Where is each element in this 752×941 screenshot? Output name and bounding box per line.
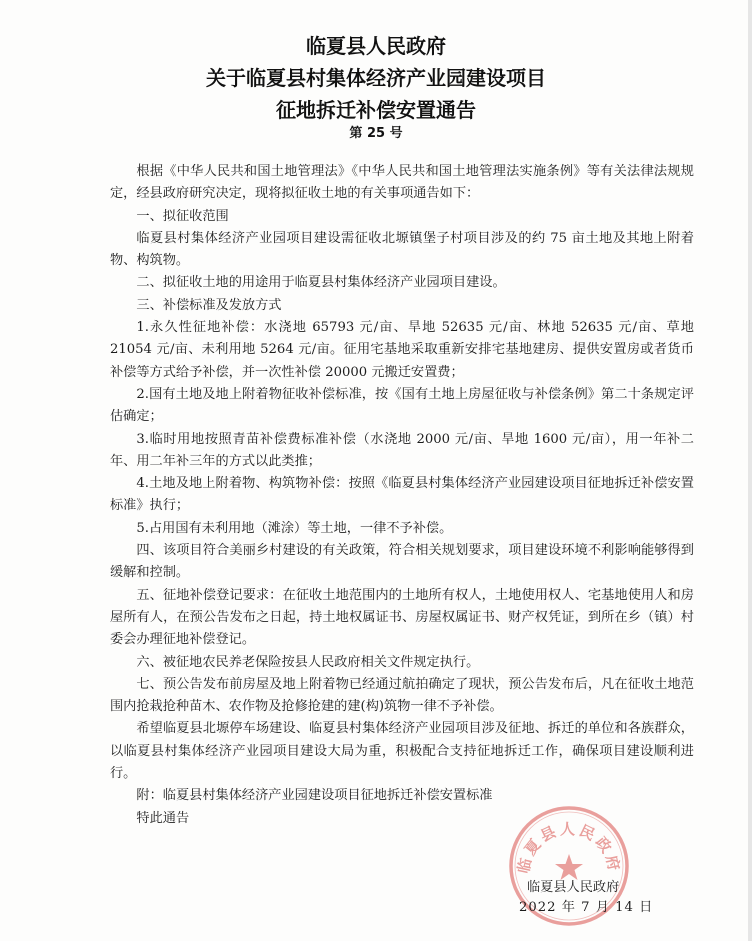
signature-org: 临夏县人民政府 [527,880,620,895]
paragraph-item-3: 3.临时用地按照青苗补偿费标准补偿（水浇地 2000 元/亩、旱地 1600 元/亩），用一年补二年、用二年补三年的方式以此类推； [110,431,694,469]
paragraph-closing: 特此通告 [136,810,190,826]
section-heading-1: 一、拟征收范围 [136,208,229,224]
paragraph-item-4: 4.土地及地上附着物、构筑物补偿：按照《临夏县村集体经济产业园建设项目征地拆迁补偿安置标准》执行； [110,476,694,514]
section-4: 四、该项目符合美丽乡村建设的有关政策，符合相关规划要求，项目建设环境不利影响能够得到缓解和控制。 [110,543,694,581]
signature-date: 2022 年 7 月 14 日 [519,900,654,915]
section-7: 七、预公告发布前房屋及地上附着物已经通过航拍确定了现状，预公告发布后，凡在征收土地范围内抢栽抢种苗木、农作物及抢修抢建的建(构)筑物一律不予补偿。 [110,676,694,715]
section-5: 五、征地补偿登记要求：在征收土地范围内的土地所有权人，土地使用权人、宅基地使用人和房屋所有人，在预公告发布之日起，持土地权属证书、房屋权属证书、财产权凭证，到所在乡（镇）村委会办理征地补偿登记。 [110,587,694,648]
notice-title-line-1: 关于临夏县村集体经济产业园建设项目 [206,66,546,90]
notice-body [110,161,694,830]
paragraph-item-2: 2.国有土地及地上附着物征收补偿标准，按《国有土地上房屋征收与补偿条例》第二十条规定评估确定； [110,386,694,425]
section-heading-2: 二、拟征收土地的用途用于临夏县村集体经济产业园项目建设。 [136,275,506,291]
page-edge [748,0,752,941]
notice-title-line-2: 征地拆迁补偿安置通告 [276,98,476,122]
section-heading-3: 三、补偿标准及发放方式 [136,297,282,313]
paragraph-scope: 临夏县村集体经济产业园项目建设需征收北塬镇堡子村项目涉及的约 75 亩土地及其地上附着物、构筑物。 [110,230,694,269]
paragraph-appeal: 希望临夏县北塬停车场建设、临夏县村集体经济产业园项目涉及征地、拆迁的单位和各族群众，以临夏县村集体经济产业园项目建设大局为重，积极配合支持征地拆迁工作，确保项目建设顺利进行。 [110,721,694,782]
notice-number: 第 25 号 [349,126,403,141]
paragraph-item-1: 1.永久性征地补偿：水浇地 65793 元/亩、旱地 52635 元/亩、林地 52635 元/亩、草地 21054 元/亩、未利用地 5264 元/亩。征用宅基地采取重新安排宅基地建房、提供安置房或者货币补偿等方式给予补偿，并一次性补偿 20000 元搬迁安置费； [110,320,694,380]
paragraph-attachment: 附：临夏县村集体经济产业园建设项目征地拆迁补偿安置标准 [136,788,493,804]
issuer-title: 临夏县人民政府 [306,34,446,58]
section-6: 六、被征地农民养老保险按县人民政府相关文件规定执行。 [136,654,480,670]
paragraph-item-5: 5.占用国有未利用地（滩涂）等土地，一律不予补偿。 [136,520,453,536]
paragraph-intro: 根据《中华人民共和国土地管理法》《中华人民共和国土地管理法实施条例》等有关法律法规规定，经县政府研究决定，现将拟征收土地的有关事项通告如下： [110,164,694,202]
seal-text: 临夏县人民政府 [514,820,624,876]
